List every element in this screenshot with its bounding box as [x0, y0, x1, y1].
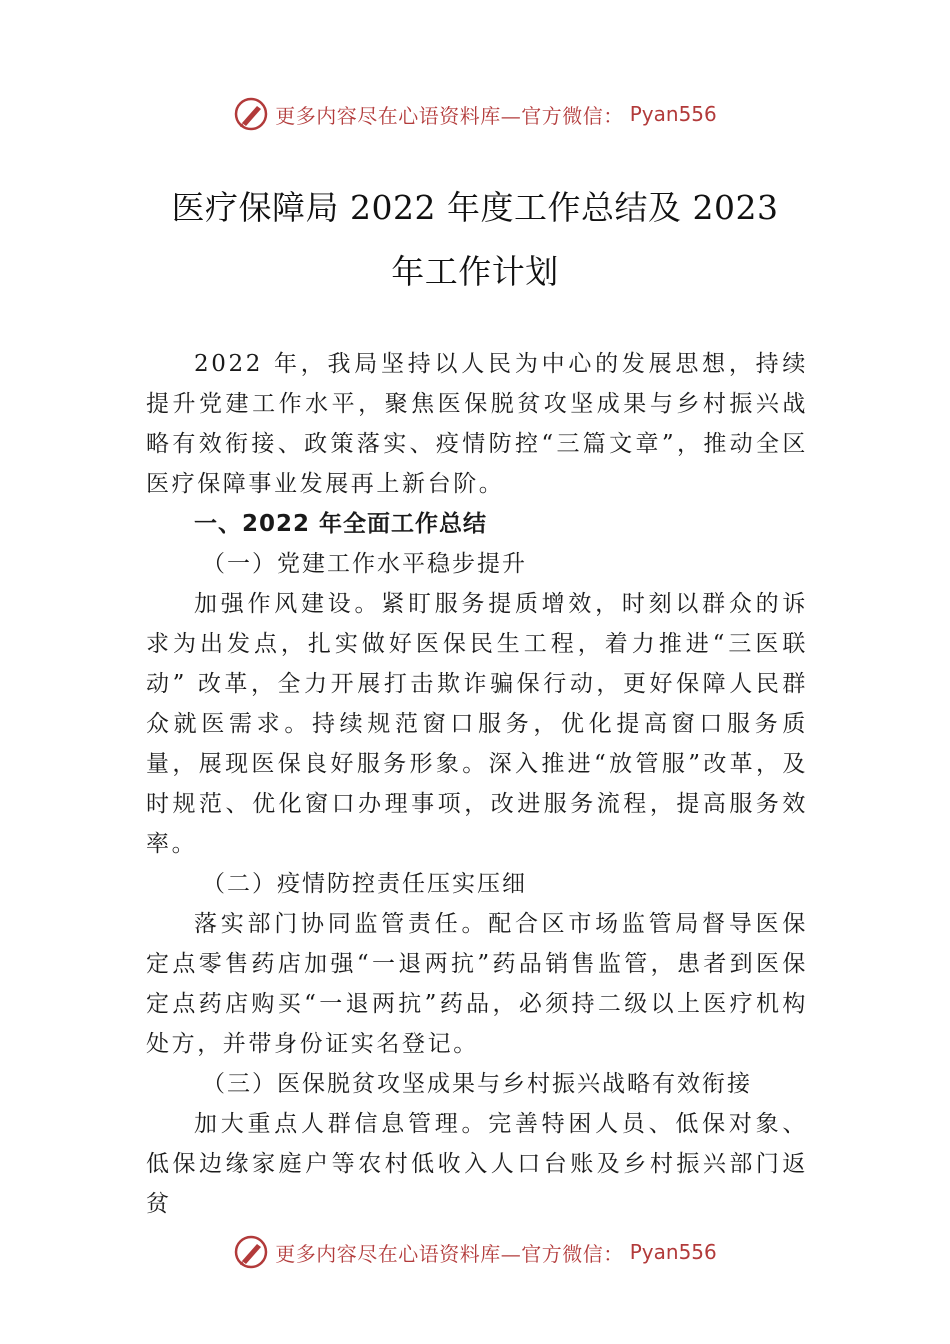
document-title-line-2: 年工作计划 [391, 252, 559, 291]
pen-logo-icon [233, 1234, 269, 1270]
document-body [146, 344, 808, 1224]
watermark-footer [0, 1234, 950, 1270]
document-title-line-1: 医疗保障局 2022 年度工作总结及 2023 [171, 188, 779, 227]
pen-logo-icon [233, 96, 269, 132]
subsection-1-heading: （一）党建工作水平稳步提升 [202, 551, 527, 577]
watermark-text: 更多内容尽在心语资料库—官方微信： [275, 103, 624, 128]
subsection-1-paragraph: 加强作风建设。紧盯服务提质增效，时刻以群众的诉求为出发点，扎实做好医保民生工程，着力推进“三医联动” 改革，全力开展打击欺诈骗保行动，更好保障人民群众就医需求。持续规范窗口服务，优化提高窗口服务质量，展现医保良好服务形象。深入推进“放管服”改革，及时规范、优化窗口办理事项，改进服务流程，提高服务效率。 [146, 591, 808, 857]
watermark-handle: Pyan556 [629, 102, 717, 126]
watermark-text: 更多内容尽在心语资料库—官方微信： [275, 1241, 624, 1266]
watermark-header [0, 96, 950, 132]
subsection-2-heading: （二）疫情防控责任压实压细 [202, 871, 527, 897]
intro-paragraph: 2022 年，我局坚持以人民为中心的发展思想，持续提升党建工作水平，聚焦医保脱贫攻坚成果与乡村振兴战略有效衔接、政策落实、疫情防控“三篇文章”，推动全区医疗保障事业发展再上新台阶。 [146, 351, 808, 497]
watermark-handle: Pyan556 [629, 1240, 717, 1264]
subsection-3-heading: （三）医保脱贫攻坚成果与乡村振兴战略有效衔接 [202, 1071, 752, 1097]
section-1-heading: 一、2022 年全面工作总结 [194, 511, 488, 537]
subsection-3-paragraph: 加大重点人群信息管理。完善特困人员、低保对象、低保边缘家庭户等农村低收入人口台账及乡村振兴部门返贫 [146, 1111, 808, 1217]
subsection-2-paragraph: 落实部门协同监管责任。配合区市场监管局督导医保定点零售药店加强“一退两抗”药品销售监管，患者到医保定点药店购买“一退两抗”药品，必须持二级以上医疗机构处方，并带身份证实名登记。 [146, 911, 808, 1057]
